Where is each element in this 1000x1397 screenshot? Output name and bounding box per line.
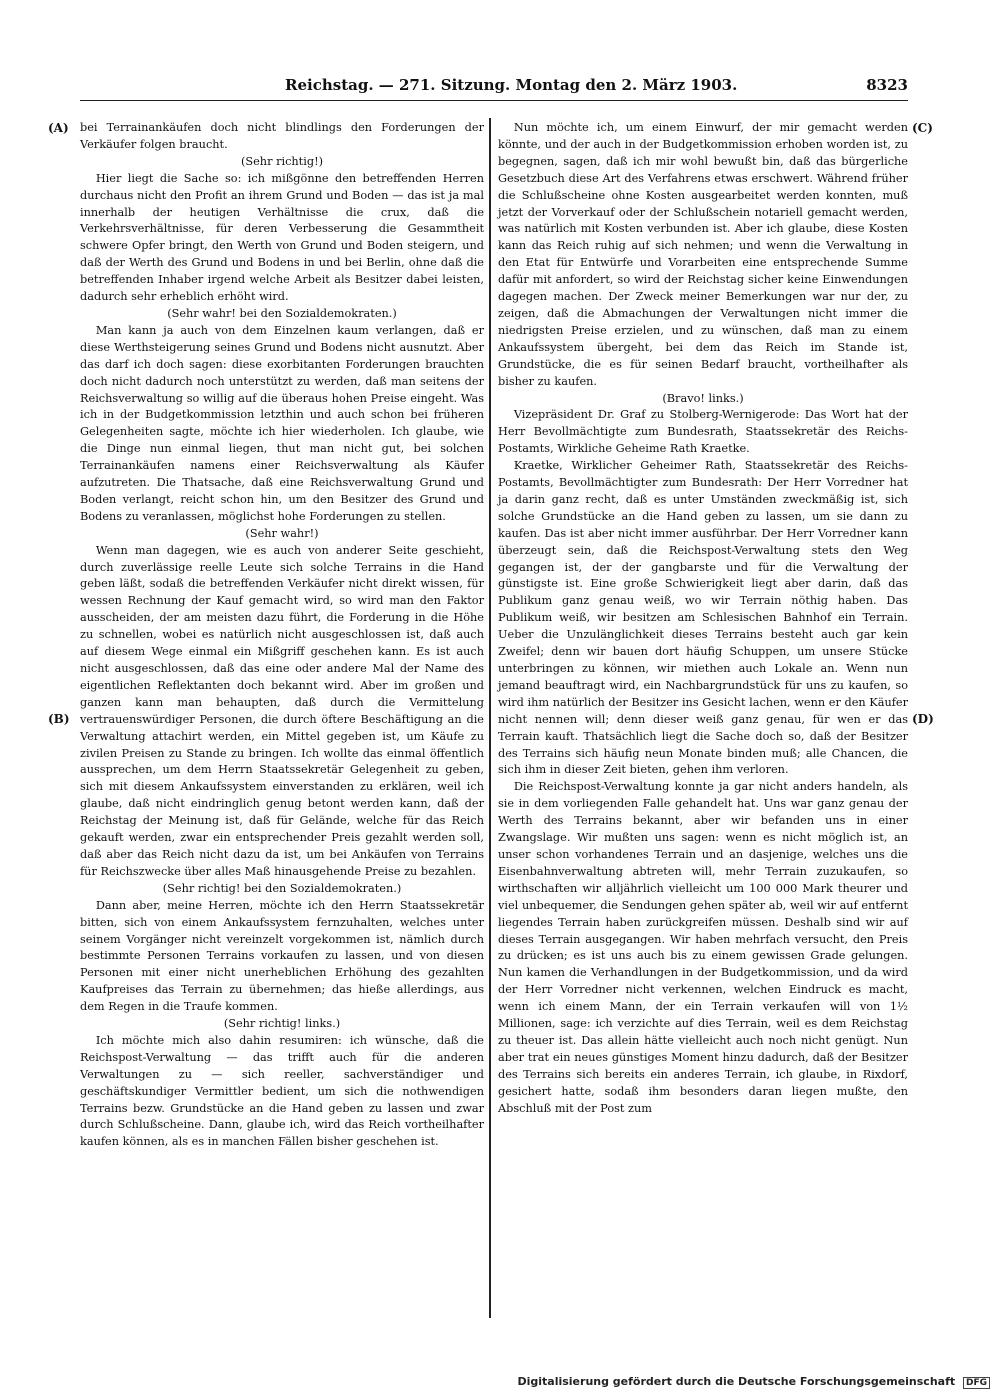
- header-title: Reichstag. — 271. Sitzung. Montag den 2. März 1903.: [285, 76, 738, 94]
- paragraph: Wenn man dagegen, wie es auch von anderer Seite geschieht, durch zuverlässige reelle Leute sich solche Terrains in die Hand geben läßt, sodaß die betreffenden Verkäufer nicht direkt wissen, für wessen Rechnung der Kauf gemacht wird, so wird man den Faktor ausscheiden, der am meisten dazu führt, die Forderung in die Höhe zu schnellen, wobei es natürlich nicht ausgeschlossen ist, daß auch auf diesem Wege einmal ein Mißgriff geschehen kann. Es ist auch nicht ausgeschlossen, daß das eine oder andere Mal der Name des eigentlichen Reflektanten doch bekannt wird. Aber im großen und ganzen kann man behaupten, daß durch die Vermittelung vertrauenswürdiger Personen, die durch öftere Beschäftigung an die Verwaltung attachirt werden, ein Mittel gegeben ist, um Käufe zu zivilen Preisen zu Stande zu bringen. Ich wollte das einmal öffentlich aussprechen, um dem Herrn Staatssekretär Gelegenheit zu geben, sich mit diesem Ankaufssystem einverstanden zu erklären, weil ich glaube, daß nicht eindringlich genug betont werden kann, daß der Reichstag der Meinung ist, daß für Gelände, welche für das Reich gekauft werden, zwar ein entsprechender Preis gezahlt werden soll, daß aber das Reich nicht dazu da ist, um bei Ankäufen von Terrains für Reichszwecke über alles Maß hinausgehende Preise zu bezahlen.: [80, 543, 484, 878]
- page-number: 8323: [866, 76, 908, 94]
- column-divider: [489, 118, 491, 1318]
- margin-marker-c: (C): [912, 121, 933, 135]
- footer-text: Digitalisierung gefördert durch die Deutsche Forschungsgemeinschaft: [517, 1375, 956, 1388]
- paragraph: Vizepräsident Dr. Graf zu Stolberg-Wernigerode: Das Wort hat der Herr Bevollmächtigte zum Bundesrath, Staatssekretär des Reichs-Postamts, Wirkliche Geheime Rath Kraetke.: [498, 408, 908, 456]
- paragraph: Hier liegt die Sache so: ich mißgönne den betreffenden Herren durchaus nicht den Profit an ihrem Grund und Boden — das ist ja mal innerhalb der heutigen Verhältnisse die crux, daß die Verkehrsverhältnisse, für deren Verbesserung die Gesammtheit schwere Opfer bringt, den Werth von Grund und Boden steigern, und daß der Werth des Grund und Bodens in und bei Berlin, ohne daß die betreffenden Inhaber irgend welche Arbeit als Besitzer dabei leisten, dadurch sehr erheblich erhöht wird.: [80, 171, 484, 304]
- paragraph: Die Reichspost-Verwaltung konnte ja gar nicht anders handeln, als sie in dem vorliegenden Falle gehandelt hat. Uns war ganz genau der Werth des Terrains bekannt, aber wir befanden uns in einer Zwangslage. Wir mußten uns sagen: wenn es nicht möglich ist, an unser schon vorhandenes Terrain und an dasjenige, welches uns die Eisenbahnverwaltung abtreten will, mehr Terrain zuzukaufen, so wirthschaften wir alljährlich vielleicht um 100 000 Mark theurer und viel unbequemer, die Sendungen gehen später ab, weil wir auf entfernt liegendes Terrain haben zurückgreifen müssen. Deshalb sind wir auf dieses Terrain ausgegangen. Wir haben mehrfach versucht, den Preis zu drücken; es ist uns auch bis zu einem gewissen Grade gelungen. Nun kamen die Verhandlungen in der Budgetkommission, und da wird der Herr Vorredner nicht verkennen, welchen Eindruck es macht, wenn ich einem Mann, der ein Terrain verkaufen will von 1½ Millionen, sage: ich verzichte auf dies Terrain, weil es dem Reichstag zu theuer ist. Das allein hätte vielleicht auch noch nicht genügt. Nun aber trat ein neues günstiges Moment hinzu dadurch, daß der Besitzer des Terrains sich bereits ein anderes Terrain, ich glaube, in Rixdorf, gesichert hatte, sodaß ihm besonders daran liegen mußte, den Abschluß mit der Post zum: [498, 780, 908, 1115]
- interjection: (Sehr richtig! bei den Sozialdemokraten.): [162, 881, 402, 895]
- header-rule: [80, 100, 908, 101]
- footer-credit: [517, 1375, 990, 1389]
- dfg-logo: DFG: [963, 1377, 990, 1389]
- paragraph: bei Terrainankäufen doch nicht blindlings den Forderungen der Verkäufer folgen braucht.: [80, 121, 484, 151]
- paragraph: Nun möchte ich, um einem Einwurf, der mir gemacht werden könnte, und der auch in der Budgetkommission erhoben worden ist, zu begegnen, sagen, daß ich mir wohl bewußt bin, daß das bürgerliche Gesetzbuch diese Art des Verfahrens etwas erschwert. Während früher die Schlußscheine ohne Kosten ausgearbeitet werden konnten, muß jetzt der Vorverkauf oder der Schlußschein notariell gemacht werden, was natürlich mit Kosten verbunden ist. Aber ich glaube, diese Kosten kann das Reich ruhig auf sich nehmen; und wenn die Verwaltung in den Etat für Entwürfe und Vorarbeiten eine entsprechende Summe dafür mit anfordert, so wird der Reichstag sicher keine Einwendungen dagegen machen. Der Zweck meiner Bemerkungen war nur der, zu zeigen, daß die Abmachungen der Verwaltungen nicht immer die niedrigsten Preise erzielen, und zu wünschen, daß man zu einem Ankaufssystem übergeht, bei dem das Reich im Stande ist, Grundstücke, die es für seinen Bedarf braucht, vortheilhafter als bisher zu kaufen.: [498, 121, 908, 388]
- right-column: [498, 120, 908, 1117]
- interjection: (Sehr richtig!): [240, 154, 324, 168]
- paragraph: Ich möchte mich also dahin resumiren: ich wünsche, daß die Reichspost-Verwaltung — das trifft auch für die anderen Verwaltungen zu — sich reeller, sachverständiger und geschäftskundiger Vermittler bedient, um sich die nothwendigen Terrains bezw. Grundstücke an die Hand geben zu lassen und zwar durch Schlußscheine. Dann, glaube ich, wird das Reich vortheilhafter kaufen können, als es in manchen Fällen bisher geschehen ist.: [80, 1033, 484, 1149]
- left-column: [80, 120, 484, 1151]
- paragraph: Kraetke, Wirklicher Geheimer Rath, Staatssekretär des Reichs-Postamts, Bevollmächtigter zum Bundesrath: Der Herr Vorredner hat ja darin ganz recht, daß es unter Umständen zweckmäßig ist, sich solche Grundstücke an die Hand geben zu lassen, um sie dann zu kaufen. Das ist aber nicht immer ausführbar. Der Herr Vorredner kann überzeugt sein, daß die Reichspost-Verwaltung stets den Weg gegangen ist, der der gangbarste und für die Verwaltung der günstigste ist. Eine große Schwierigkeit liegt aber darin, daß das Publikum ganz genau weiß, wo wir Terrain nöthig haben. Das Publikum weiß, wir besitzen am Schlesischen Bahnhof ein Terrain. Ueber die Unzulänglichkeit dieses Terrains besteht auch gar kein Zweifel; denn wir bauen dort häufig Schuppen, um unsere Stücke unterbringen zu können, wir miethen auch Lokale an. Wenn nun jemand beauftragt wird, ein Nachbargrundstück für uns zu kaufen, so wird ihm natürlich der Besitzer ins Gesicht lachen, wenn er den Käufer nicht nennen will; denn dieser weiß ganz genau, für wen er das Terrain kauft. Thatsächlich liegt die Sache doch so, daß der Besitzer des Terrains sich häufig neun Monate binden muß; alle Chancen, die sich ihm in dieser Zeit bieten, gehen ihm verloren.: [498, 459, 908, 777]
- interjection: (Sehr wahr! bei den Sozialdemokraten.): [167, 306, 397, 320]
- interjection: (Sehr richtig! links.): [223, 1017, 341, 1031]
- running-header: [285, 76, 908, 98]
- interjection: (Sehr wahr!): [245, 526, 319, 540]
- paragraph: Man kann ja auch von dem Einzelnen kaum verlangen, daß er diese Werthsteigerung seines Grund und Bodens nicht ausnutzt. Aber das darf ich doch sagen: diese exorbitanten Forderungen brauchten doch nicht dadurch noch unterstützt zu werden, daß man seitens der Reichsverwaltung so willig auf die überaus hohen Preise eingeht. Was ich in der Budgetkommission letzthin und auch schon bei früheren Gelegenheiten sagte, möchte ich hier wiederholen. Ich glaube, wie die Dinge nun einmal liegen, thut man nicht gut, bei solchen Terrainankäufen namens einer Reichsverwaltung als Käufer aufzutreten. Die Thatsache, daß eine Reichsverwaltung Grund und Boden verlangt, reicht schon hin, um den Besitzer des Grund und Bodens zu veranlassen, möglichst hohe Forderungen zu stellen.: [80, 323, 484, 523]
- margin-marker-a: (A): [48, 121, 69, 135]
- interjection: (Bravo! links.): [662, 391, 744, 405]
- margin-marker-b: (B): [48, 712, 70, 726]
- margin-marker-d: (D): [912, 712, 934, 726]
- paragraph: Dann aber, meine Herren, möchte ich den Herrn Staatssekretär bitten, sich von einem Ankaufssystem fernzuhalten, welches unter seinem Vorgänger nicht vereinzelt vorgekommen ist, nämlich durch bestimmte Personen Terrains vorkaufen zu lassen, und von diesen Personen mit einer nicht unerheblichen Erhöhung des gezahlten Kaufpreises das Terrain zu übernehmen; das hieße allerdings, aus dem Regen in die Traufe kommen.: [80, 898, 484, 1014]
